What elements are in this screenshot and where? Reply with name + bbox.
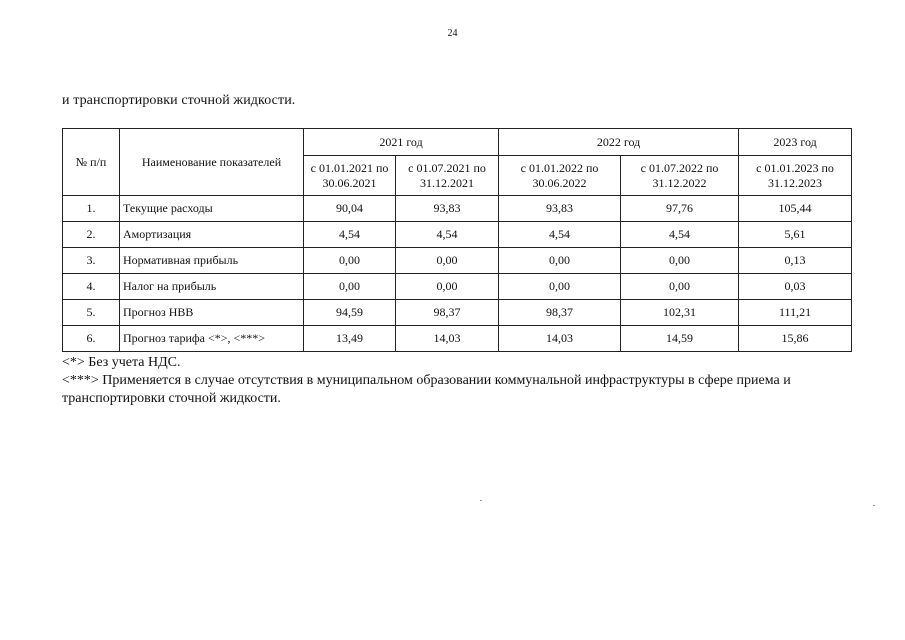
row-value: 14,59: [621, 326, 739, 352]
header-period: с 01.07.2021 по 31.12.2021: [396, 156, 499, 196]
row-value: 4,54: [621, 222, 739, 248]
footnote-infrastructure: <***> Применяется в случае отсутствия в муниципальном образовании коммунальной инфраструктуры в сфере приема и транспортировки сточной жидкости.: [62, 373, 791, 406]
row-value: 0,00: [621, 274, 739, 300]
row-value: 0,00: [621, 248, 739, 274]
header-num: № п/п: [63, 129, 120, 196]
header-period: с 01.01.2023 по 31.12.2023: [739, 156, 852, 196]
row-name: Текущие расходы: [120, 196, 304, 222]
row-name: Прогноз НВВ: [120, 300, 304, 326]
row-value: 98,37: [499, 300, 621, 326]
row-value: 0,00: [396, 274, 499, 300]
row-value: 5,61: [739, 222, 852, 248]
row-num: 6.: [63, 326, 120, 352]
row-value: 0,00: [499, 248, 621, 274]
page-number: 24: [447, 28, 458, 39]
table-row: [63, 300, 852, 326]
table-row: [63, 274, 852, 300]
row-num: 1.: [63, 196, 120, 222]
header-period: с 01.07.2022 по 31.12.2022: [621, 156, 739, 196]
row-value: 0,13: [739, 248, 852, 274]
row-value: 4,54: [304, 222, 396, 248]
table-row: [63, 196, 852, 222]
header-period: с 01.01.2022 по 30.06.2022: [499, 156, 621, 196]
row-value: 93,83: [396, 196, 499, 222]
header-year-2021: 2021 год: [304, 129, 499, 156]
row-name: Налог на прибыль: [120, 274, 304, 300]
row-name: Прогноз тарифа <*>, <***>: [120, 326, 304, 352]
row-value: 102,31: [621, 300, 739, 326]
row-value: 13,49: [304, 326, 396, 352]
header-year-2022: 2022 год: [499, 129, 739, 156]
row-value: 0,00: [304, 274, 396, 300]
row-value: 15,86: [739, 326, 852, 352]
row-value: 97,76: [621, 196, 739, 222]
row-value: 94,59: [304, 300, 396, 326]
row-value: 14,03: [396, 326, 499, 352]
scan-speck: [480, 500, 482, 501]
intro-text: и транспортировки сточной жидкости.: [62, 93, 296, 108]
table-row: [63, 248, 852, 274]
row-value: 105,44: [739, 196, 852, 222]
row-value: 93,83: [499, 196, 621, 222]
row-value: 98,37: [396, 300, 499, 326]
table-row: [63, 222, 852, 248]
row-value: 0,03: [739, 274, 852, 300]
row-num: 5.: [63, 300, 120, 326]
row-value: 111,21: [739, 300, 852, 326]
table-header-row: [63, 129, 852, 156]
header-year-2023: 2023 год: [739, 129, 852, 156]
row-value: 0,00: [396, 248, 499, 274]
header-name: Наименование показателей: [120, 129, 304, 196]
footnotes: [62, 354, 851, 408]
scan-speck: [873, 505, 875, 506]
row-value: 4,54: [396, 222, 499, 248]
row-value: 90,04: [304, 196, 396, 222]
row-num: 3.: [63, 248, 120, 274]
row-num: 4.: [63, 274, 120, 300]
tariff-table: [62, 128, 852, 352]
row-value: 4,54: [499, 222, 621, 248]
row-num: 2.: [63, 222, 120, 248]
table-row: [63, 326, 852, 352]
row-value: 0,00: [304, 248, 396, 274]
header-period: с 01.01.2021 по 30.06.2021: [304, 156, 396, 196]
row-value: 0,00: [499, 274, 621, 300]
row-name: Амортизация: [120, 222, 304, 248]
footnote-vat: <*> Без учета НДС.: [62, 355, 181, 370]
row-name: Нормативная прибыль: [120, 248, 304, 274]
row-value: 14,03: [499, 326, 621, 352]
